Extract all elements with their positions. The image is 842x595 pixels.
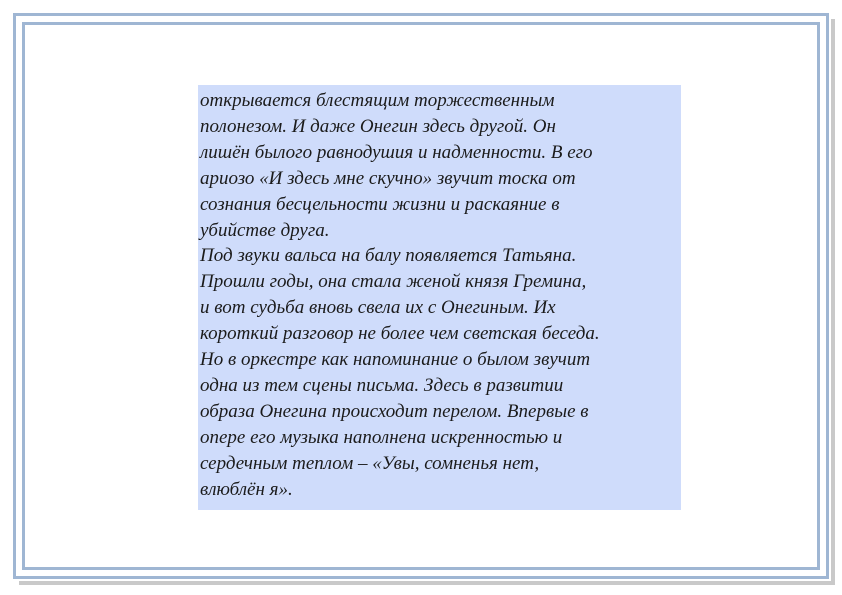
text-line: образа Онегина происходит перелом. Впервые в [200,400,589,422]
text-line: полонезом. И даже Онегин здесь другой. Он [200,115,556,137]
text-line: лишён былого равнодушия и надменности. В его [200,141,593,163]
text-line: открывается блестящим торжественным [200,90,555,111]
text-line: короткий разговор не более чем светская беседа. [200,323,600,345]
text-line: Но в оркестре как напоминание о былом звучит [200,349,591,371]
text-box [198,85,681,510]
text-line: опере его музыка наполнена искренностью и [200,426,563,448]
text-line: и вот судьба вновь свела их с Онегиным. Их [200,297,556,319]
text-line: влюблён я». [200,478,293,500]
text-line: убийстве друга. [200,219,330,241]
text-line: ариозо «И здесь мне скучно» звучит тоска от [200,167,576,189]
text-line: Под звуки вальса на балу появляется Татьяна. [200,245,577,267]
text-line: сознания бесцельности жизни и раскаяние в [200,193,560,215]
text-line: Прошли годы, она стала женой князя Гремина, [200,271,587,293]
text-line: одна из тем сцены письма. Здесь в развитии [200,374,564,396]
text-line: сердечным теплом – «Увы, сомненья нет, [200,452,540,474]
